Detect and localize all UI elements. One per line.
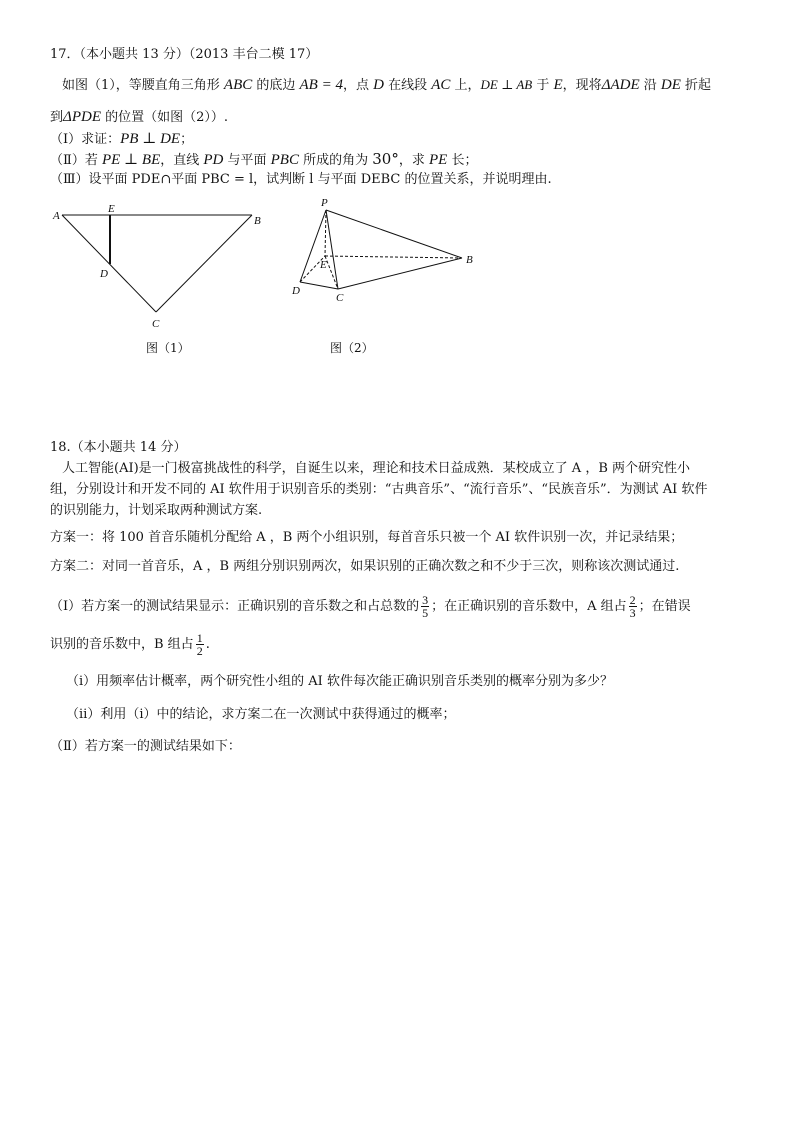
fraction-denominator: 3 [629,606,636,620]
fig1-label-c: C [152,318,160,330]
text: 到 [50,110,64,125]
fig2-label-b: B [466,254,473,266]
text: ，现将 [562,78,602,93]
text: 与平面 [223,153,271,168]
text: . [205,637,210,652]
fig2-segment-eb [325,256,462,258]
fraction-numerator: 3 [422,593,429,607]
q18-plan2: 方案二：对同一首音乐，A ，B 两组分别识别两次，如果识别的正确次数之和不少于三次，则称该次测试通过. [50,559,680,574]
text: 所成的角为 [298,153,373,168]
math-tri-pde: ΔPDE [63,109,101,125]
q17-part3: （Ⅲ）设平面 PDE∩平面 PBC = l，试判断 l 与平面 DEBC 的位置关系，并说明理由. [50,172,552,187]
text: ，求 [398,153,429,168]
math-de: DE [660,77,681,93]
math-ab-eq: AB = 4 [299,77,343,93]
text: ；在正确识别的音乐数中，A 组占 [431,599,627,614]
text: （Ⅰ）求证： [50,132,121,147]
text: ，直线 [160,153,204,168]
text: 在线段 [383,78,432,93]
math-abc: ABC [223,77,253,93]
math-pd: PD [203,152,224,168]
fraction-one-half [196,632,204,657]
math-ac: AC [431,77,451,93]
figure-1 [48,200,278,335]
q18-part2: （Ⅱ）若方案一的测试结果如下： [50,739,241,754]
fig2-segment-pe [325,210,326,256]
fig2-segment-pc [326,210,338,289]
fig2-segment-ec [325,256,338,289]
q18-header: 18.（本小题共 14 分） [50,440,187,455]
q18-paragraph-line1: 人工智能(AI)是一门极富挑战性的科学，自诞生以来，理论和技术日益成熟．某校成立了 A ，B 两个研究性小 [62,461,691,476]
text: （Ⅰ）若方案一的测试结果显示：正确识别的音乐数之和占总数的 [50,599,420,614]
q18-plan1: 方案一：将 100 首音乐随机分配给 A ，B 两个小组识别，每首音乐只被一个 AI 软件识别一次，并记录结果； [50,530,684,545]
fig2-caption: 图（2） [330,341,374,355]
fraction-three-fifths [421,594,429,619]
fig2-segment-pd [300,210,326,282]
text: 上， [450,78,481,93]
text: 的位置（如图（2））. [100,110,229,125]
q18-part1-line2 [50,632,210,657]
q18-part1-line1 [50,594,691,619]
text: ；在错误 [638,599,691,614]
fig1-label-b: B [254,215,261,227]
math-pbc: PBC [270,152,299,168]
math-d: D [373,77,384,93]
q17-intro-line1 [62,76,711,95]
text: ； [180,132,194,147]
text: 长； [447,153,478,168]
q17-intro-line2 [50,108,228,127]
text: 如图（1），等腰直角三角形 [62,78,224,93]
q17-part1 [50,130,193,149]
q18-sub-ii: （ⅱ）利用（ⅰ）中的结论，求方案二在一次测试中获得通过的概率； [66,707,456,722]
fraction-numerator: 1 [196,631,203,645]
fraction-denominator: 5 [422,606,429,620]
q17-header: 17．（本小题共 13 分）（2013 丰台二模 17） [50,47,319,62]
fig1-label-a: A [53,210,60,222]
fig2-segment-dc [300,282,338,289]
fig1-caption: 图（1） [146,341,190,355]
math-e: E [553,77,563,93]
fig2-segment-pb [326,210,462,258]
q18-sub-i: （ⅰ）用频率估计概率，两个研究性小组的 AI 软件每次能正确识别音乐类别的概率分别为多少？ [66,674,613,689]
figure-2 [290,194,490,314]
fig2-label-e: E [320,259,327,271]
text: （Ⅱ）若 [50,153,102,168]
fig2-label-c: C [336,292,344,304]
q18-paragraph-line2: 组，分别设计和开发不同的 AI 软件用于识别音乐的类别：“古典音乐”、“流行音乐”、“民族音乐”．为测试 AI 软件 [50,482,708,497]
fraction-denominator: 2 [196,644,203,658]
fig1-segment-bc [156,215,252,312]
text: 折起 [680,78,712,93]
math-pe-perp-be: PE ⊥ BE [101,152,161,168]
fig2-label-p: P [321,197,328,209]
math-pe: PE [428,152,448,168]
math-pb-perp-de: PB ⊥ DE [120,131,181,147]
q18-paragraph-line3: 的识别能力，计划采取两种测试方案. [50,503,263,518]
text: 于 [532,78,554,93]
q17-part2 [50,150,477,170]
fig2-segment-cb [338,258,462,289]
math-angle: 30° [372,150,399,168]
fraction-two-thirds [629,594,637,619]
fig1-label-e: E [108,203,115,215]
fraction-numerator: 2 [629,593,636,607]
text: ，点 [342,78,374,93]
fig1-label-d: D [100,268,108,280]
text: 沿 [639,78,661,93]
text: 识别的音乐数中，B 组占 [50,637,194,652]
math-de-perp-ab: DE ⊥ AB [480,77,533,92]
fig2-label-d: D [292,285,300,297]
text: 的底边 [252,78,300,93]
math-tri-ade: ΔADE [601,77,640,93]
